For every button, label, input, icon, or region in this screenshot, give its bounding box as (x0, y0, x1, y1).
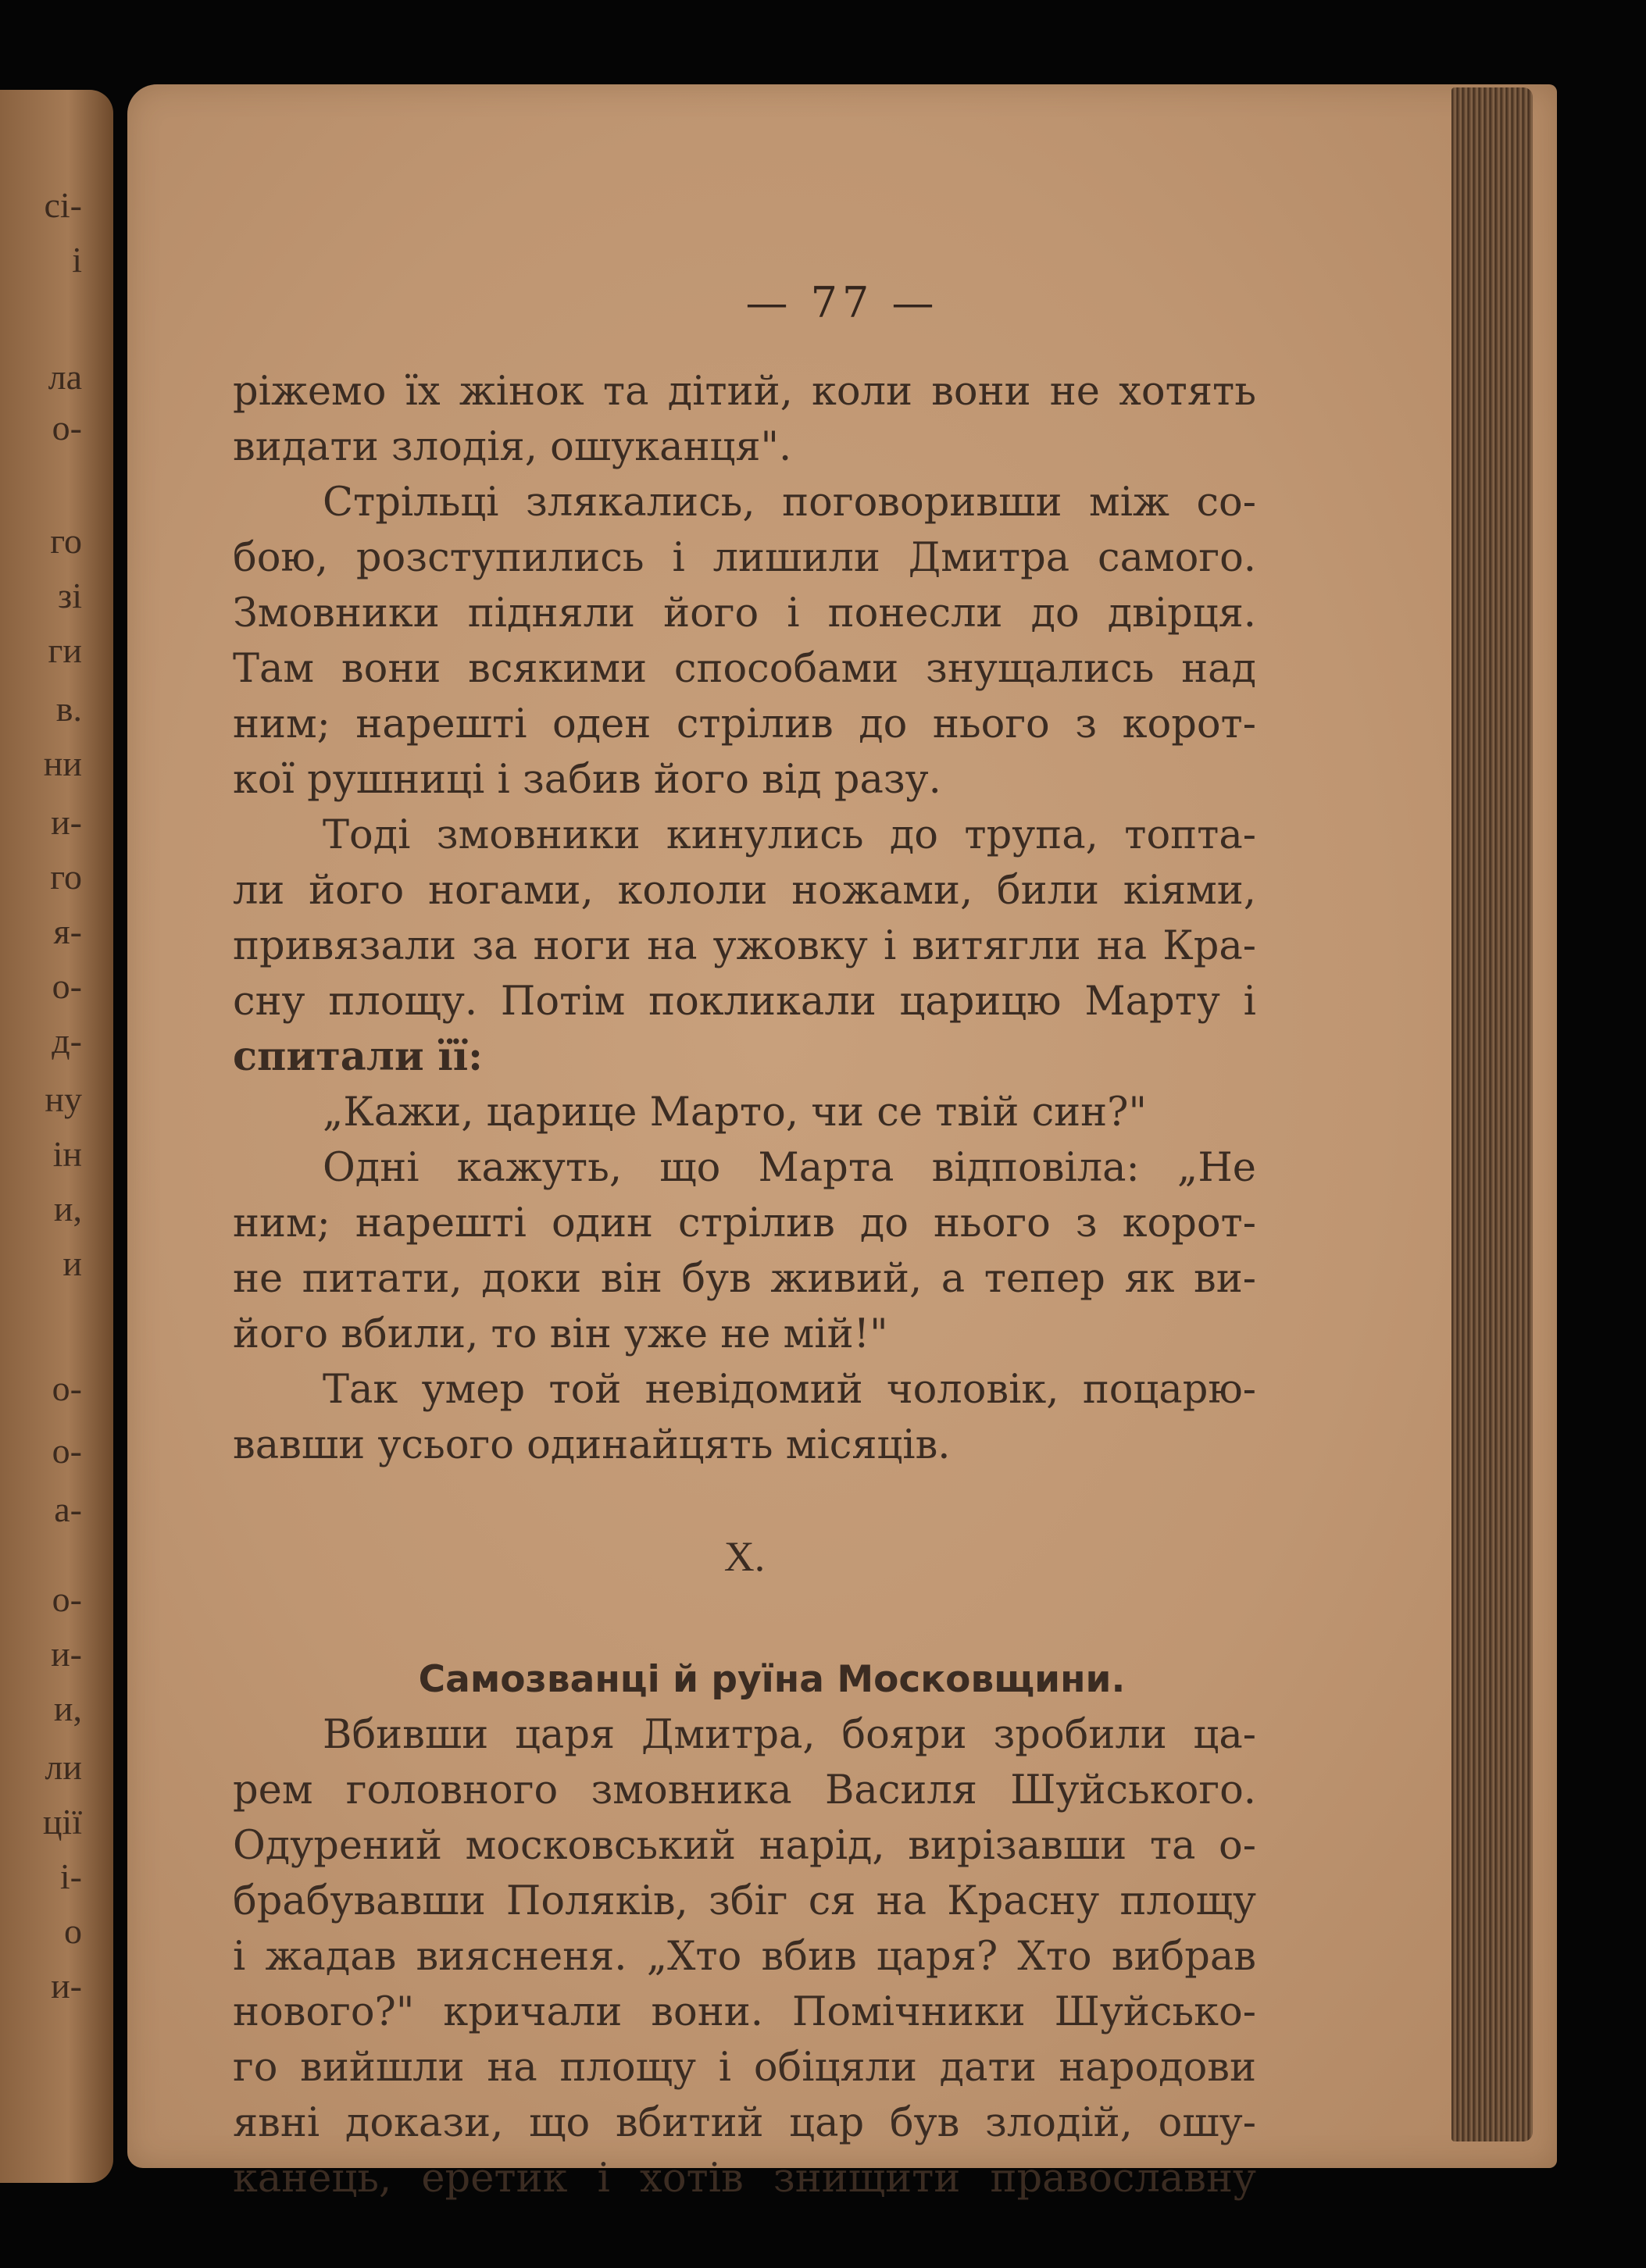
previous-page-edge (0, 90, 113, 2183)
previous-page-fragment: а- (54, 1489, 82, 1529)
previous-page-fragment: о- (52, 408, 82, 448)
text-block-top (233, 364, 1256, 1473)
previous-page-fragment: в. (55, 689, 82, 729)
text-line: не питати, доки він був живий, а тепер як ви- (233, 1256, 1256, 1302)
previous-page-fragment: о- (52, 1368, 82, 1408)
text-line: сну площу. Потім покликали царицю Марту і (233, 979, 1256, 1025)
previous-page-fragment: ну (45, 1079, 82, 1119)
text-line: ріжемо їх жінок та дітий, коли вони не хотять (233, 369, 1256, 415)
text-line: ли його ногами, кололи ножами, били кіями, (233, 868, 1256, 914)
text-line: кої рушниці і забив його від разу. (233, 757, 941, 803)
previous-page-fragment: и (62, 1243, 82, 1283)
text-line: Одні кажуть, що Марта відповіла: „Не (323, 1145, 1256, 1191)
previous-page-fragment: і- (59, 1856, 82, 1896)
previous-page-fragment: ла (48, 357, 82, 397)
previous-page-fragment: сі- (44, 185, 82, 225)
previous-page-fragment: і (72, 240, 82, 280)
previous-page-fragment: д- (52, 1021, 82, 1061)
text-line: його вбили, то він уже не мій!" (233, 1311, 888, 1357)
text-line: бою, розступились і лишили Дмитра самого. (233, 535, 1256, 581)
text-line: канець, еретик і хотів знищити православну (233, 2156, 1256, 2202)
text-line: Там вони всякими способами знущались над (233, 646, 1256, 692)
previous-page-fragment: ін (52, 1134, 82, 1174)
previous-page-fragment: о- (52, 1579, 82, 1619)
text-line: Тоді змовники кинулись до трупа, топта- (323, 812, 1256, 858)
previous-page-fragment: я- (53, 911, 82, 951)
text-line: Так умер той невідомий чоловік, поцарю- (323, 1367, 1256, 1413)
previous-page-fragment: и, (53, 1189, 82, 1228)
previous-page-fragment: о- (52, 966, 82, 1006)
page-text (233, 364, 1256, 2206)
text-line: Стрільці злякались, поговоривши між со- (323, 480, 1256, 526)
previous-page-fragment: о (64, 1911, 82, 1951)
text-line: привязали за ноги на ужовку і витягли на Кра- (233, 923, 1256, 969)
text-line: спитали її: (233, 1033, 483, 1080)
text-line: видати злодія, ошуканця". (233, 424, 792, 470)
page-number: — 77 — (745, 278, 939, 327)
previous-page-fragment: и- (51, 802, 82, 842)
text-line: ним; нарешті оден стрілив до нього з корот- (233, 701, 1256, 747)
page-edges (1451, 87, 1533, 2141)
text-line: брабувавши Поляків, збіг ся на Красну площу (233, 1878, 1256, 1924)
text-line: рем головного змовника Василя Шуйського. (233, 1767, 1256, 1813)
previous-page-fragment: го (50, 521, 82, 561)
previous-page-fragment: ни (43, 744, 82, 783)
previous-page-fragment: и- (51, 1634, 82, 1674)
previous-page-fragment: о- (52, 1431, 82, 1471)
previous-page-fragment: го (50, 857, 82, 897)
text-line: „Кажи, царице Марто, чи се твій син?" (323, 1089, 1147, 1136)
previous-page-fragment: ги (48, 630, 82, 670)
text-line: явні докази, що вбитий цар був злодій, ошу- (233, 2100, 1256, 2146)
text-line: Вбивши царя Дмитра, бояри зробили ца- (323, 1712, 1256, 1758)
text-block-bottom (233, 1707, 1256, 2206)
text-line: і жадав виясненя. „Хто вбив царя? Хто вибрав (233, 1934, 1256, 1980)
text-line: Змовники підняли його і понесли до двірця. (233, 590, 1256, 637)
previous-page-fragment: ції (42, 1802, 82, 1842)
chapter-heading: Самозванці й руїна Московщини. (418, 1658, 1126, 1701)
text-line: Одурений московський нарід, вирізавши та о- (233, 1823, 1256, 1869)
text-line: нового?" кричали вони. Помічники Шуйсько- (233, 1989, 1256, 2035)
previous-page-fragment: зі (58, 576, 82, 615)
previous-page-fragment: ли (45, 1747, 82, 1787)
chapter-number: X. (723, 1533, 766, 1580)
previous-page-fragment: и- (51, 1966, 82, 2006)
text-line: ним; нарешті один стрілив до нього з корот- (233, 1200, 1256, 1246)
previous-page-fragment: и, (53, 1689, 82, 1728)
text-line: го вийшли на площу і обіцяли дати народови (233, 2045, 1256, 2091)
book-page (127, 84, 1557, 2202)
text-line: вавши усього одинайцять місяців. (233, 1422, 951, 1468)
